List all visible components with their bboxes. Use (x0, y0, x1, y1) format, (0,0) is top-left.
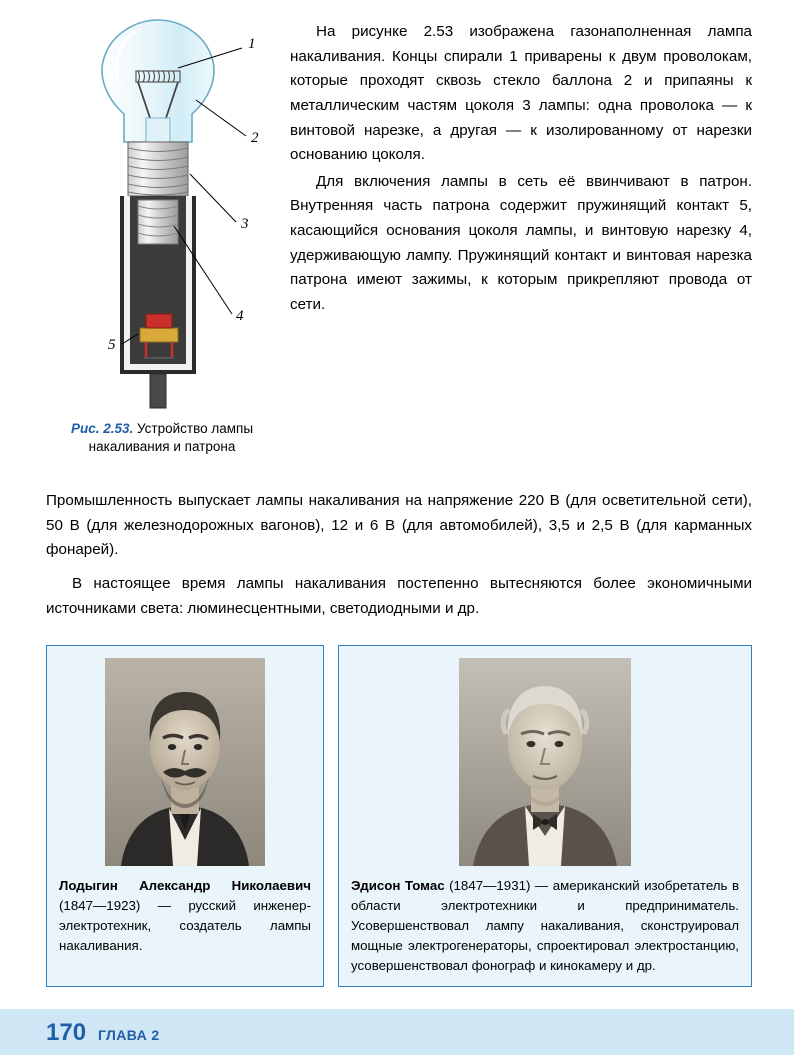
page-number: 170 (46, 1019, 87, 1046)
chapter-label: ГЛАВА 2 (98, 1027, 160, 1043)
lamp-screw-base (128, 142, 188, 196)
figure-caption-text: Устройство лампы накаливания и патрона (88, 421, 254, 455)
footer-inner (46, 1019, 160, 1047)
callout-5: 5 (108, 337, 116, 353)
figure-caption (46, 420, 278, 456)
biography-box-lodygin (46, 645, 324, 987)
paragraph-4: В настоящее время лампы накаливания постепенно вытесняются более экономичными источниками света: люминесцентными, светодиодными и др. (46, 574, 752, 617)
portrait-edison (459, 658, 631, 866)
biography-dates-lodygin: (1847—1923) (59, 897, 141, 913)
page-footer (0, 1009, 794, 1055)
biography-dates-edison: (1847—1931) (449, 878, 531, 893)
paragraph-2: Для включения лампы в сеть её ввинчивают в патрон. Внутренняя часть патрона содержит пружинящий контакт 5, касающийся основания цоколя лампы, и винтовую нарезку 4, удерживающую лампу. Пружинящий контакт и винтовая нарезка патрона имеют зажимы, к которым прикрепляют провода от сети. (290, 172, 752, 313)
incandescent-lamp-diagram (46, 14, 278, 414)
biography-name-edison: Эдисон Томас (351, 878, 445, 893)
biography-text-edison (351, 876, 739, 976)
figure-block (46, 14, 278, 456)
callout-4: 4 (236, 308, 244, 324)
paragraph-1: На рисунке 2.53 изображена газонаполненная лампа накаливания. Концы спирали 1 приварены к двум проволокам, которые проходят сквозь стекло баллона 2 и припаяны к металлическим частям цоколя 3 лампы: одна проволока — к винтовой нарезке, а другая — к изолированному от нарезки основанию цоколя. (290, 23, 752, 164)
biography-body-lodygin: — русский инженер-электротехник, создатель лампы накаливания. (59, 897, 311, 953)
biography-box-edison (338, 645, 752, 987)
biography-text-lodygin (59, 876, 311, 956)
paragraph-3: Промышленность выпускает лампы накаливания на напряжение 220 В (для осветительной сети), 50 В (для железнодорожных вагонов), 12 и 6 В (для автомобилей), 3,5 и 2,5 В (для карманных фонарей). (46, 492, 752, 559)
lamp-socket (120, 196, 196, 408)
callout-1: 1 (248, 36, 256, 52)
portrait-lodygin (105, 658, 265, 866)
figure-number: Рис. 2.53. (70, 421, 134, 436)
biography-row (46, 645, 752, 987)
callout-2: 2 (251, 130, 259, 146)
right-column-text (290, 20, 752, 320)
callout-3: 3 (241, 216, 249, 232)
biography-body-edison: — американский изобретатель в области электротехники и предприниматель. Усовершенствовал лампу накаливания, сконструировал мощные электрогенераторы, спроектировал электростанцию, усовершенствовал фонограф и кинокамеру и др. (351, 878, 740, 973)
full-width-text (46, 489, 752, 623)
biography-name-lodygin: Лодыгин Александр Николаевич (59, 878, 311, 893)
